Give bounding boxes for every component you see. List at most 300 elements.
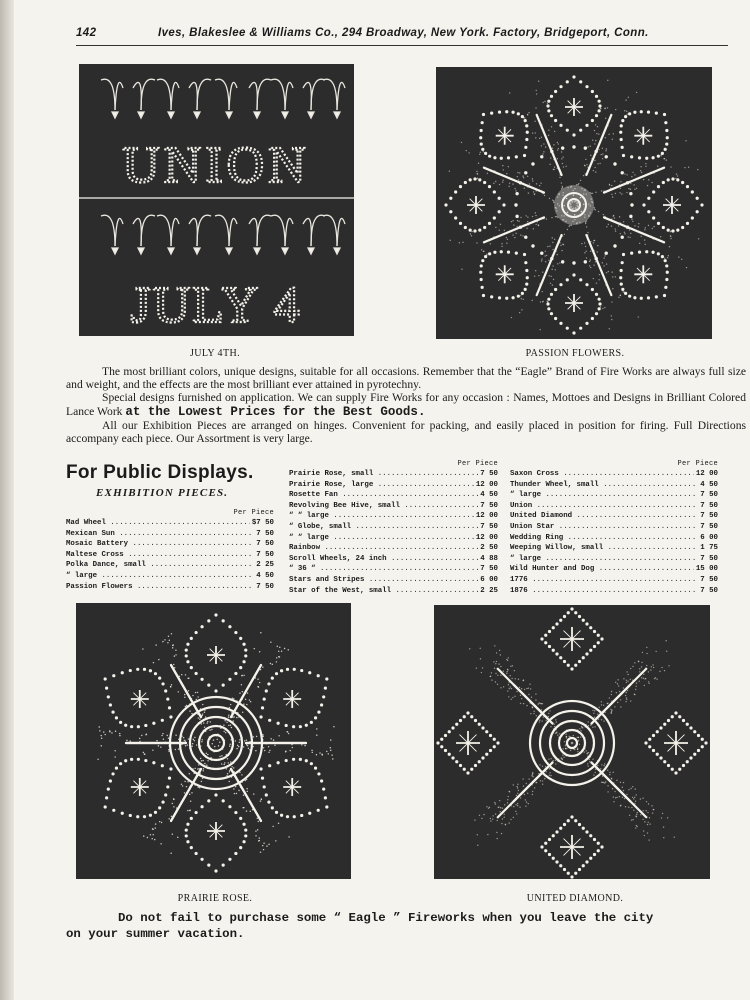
fountain-arc — [141, 215, 155, 246]
spark-spray — [155, 823, 156, 824]
lance-dot — [621, 288, 624, 291]
spark-spray — [245, 699, 246, 700]
spark-spray — [229, 771, 230, 772]
spark-spray — [539, 138, 540, 139]
spark-spray — [565, 734, 566, 735]
spark-spray — [191, 745, 192, 746]
spark-spray — [586, 753, 587, 754]
spark-spray — [508, 166, 509, 167]
spark-spray — [488, 808, 489, 809]
spark-spray — [647, 812, 648, 813]
lance-dot — [584, 260, 587, 263]
lance-dot — [517, 295, 520, 298]
spark-spray — [243, 795, 244, 796]
spark-spray — [573, 735, 574, 736]
lance-dot — [109, 779, 112, 782]
spark-spray — [625, 695, 626, 696]
lance-dot — [524, 236, 527, 239]
lance-dot — [448, 753, 451, 756]
lance-dot — [555, 860, 558, 863]
spark-spray — [601, 764, 602, 765]
lance-dot — [664, 148, 667, 151]
spark-spray — [603, 720, 604, 721]
lance-dot — [514, 203, 517, 206]
spark-spray — [641, 666, 642, 667]
spark-spray — [103, 731, 104, 732]
spark-spray — [561, 757, 562, 758]
fountain-arc — [303, 218, 311, 246]
spark-spray — [618, 685, 619, 686]
spark-spray — [561, 182, 562, 183]
item-price: 7 50 — [700, 586, 718, 595]
spark-spray — [199, 719, 200, 720]
spark-spray — [638, 316, 639, 317]
spark-spray — [193, 739, 194, 740]
spark-spray — [587, 146, 588, 147]
spark-spray — [625, 806, 626, 807]
lance-dot — [579, 327, 582, 330]
spark-spray — [269, 750, 270, 751]
spark-spray — [266, 845, 267, 846]
spark-spray — [606, 226, 607, 227]
spark-spray — [141, 735, 142, 736]
spark-spray — [639, 243, 640, 244]
spark-spray — [597, 714, 598, 715]
lance-dot — [555, 652, 558, 655]
lance-dot — [525, 269, 528, 272]
spark-spray — [528, 694, 529, 695]
spark-spray — [635, 801, 636, 802]
spark-spray — [225, 732, 226, 733]
lance-dot — [524, 288, 527, 291]
spark-spray — [649, 823, 650, 824]
lance-dot — [585, 652, 588, 655]
spark-spray — [645, 166, 646, 167]
lance-dot — [701, 745, 704, 748]
spark-spray — [228, 716, 229, 717]
spark-spray — [624, 110, 625, 111]
spark-spray — [260, 851, 261, 852]
union-lance-text: UNION — [122, 137, 310, 194]
spark-spray — [262, 736, 263, 737]
lance-dot — [222, 799, 225, 802]
spark-spray — [513, 784, 514, 785]
spark-spray — [500, 674, 501, 675]
spark-spray — [471, 231, 472, 232]
spark-spray — [666, 651, 667, 652]
lance-dot — [550, 95, 553, 98]
lance-dot — [686, 185, 689, 188]
spark-spray — [499, 229, 500, 230]
fountain-arc — [303, 82, 311, 110]
lance-dot — [697, 734, 700, 737]
spark-spray — [668, 255, 669, 256]
spark-spray — [631, 218, 632, 219]
spark-spray — [661, 817, 662, 818]
item-name: Maltese Cross ..... — [66, 550, 254, 561]
spark-spray — [602, 158, 603, 159]
lance-dot — [488, 155, 491, 158]
price-list-item — [289, 554, 498, 565]
spark-spray — [635, 689, 636, 690]
spark-spray — [602, 148, 603, 149]
lance-dot — [591, 90, 594, 93]
lance-dot — [644, 741, 647, 744]
lance-dot — [268, 719, 271, 722]
spark-spray — [238, 790, 239, 791]
spark-spray — [604, 307, 605, 308]
lance-dot — [320, 779, 323, 782]
lance-dot — [666, 136, 669, 139]
spark-spray — [470, 233, 471, 234]
spark-spray — [494, 668, 495, 669]
spark-spray — [143, 752, 144, 753]
spark-spray — [618, 297, 619, 298]
lance-dot — [661, 255, 664, 258]
spark-spray — [255, 830, 256, 831]
lance-dot — [104, 677, 107, 680]
spark-spray — [535, 699, 536, 700]
lance-dot — [314, 766, 317, 769]
lance-dot — [648, 738, 651, 741]
lance-dot — [662, 181, 665, 184]
spark-spray — [548, 758, 549, 759]
spark-spray — [612, 196, 613, 197]
lance-dot — [299, 758, 302, 761]
spark-spray — [174, 655, 175, 656]
lance-dot — [470, 715, 473, 718]
lance-dot — [190, 817, 193, 820]
spark-spray — [577, 749, 578, 750]
lance-dot — [598, 298, 601, 301]
lance-dot — [275, 811, 278, 814]
spark-spray — [495, 181, 496, 182]
spark-streak — [604, 217, 664, 242]
spark-spray — [171, 684, 172, 685]
lance-dot — [598, 302, 601, 305]
spark-spray — [611, 225, 612, 226]
lance-dot — [531, 244, 534, 247]
spark-spray — [492, 815, 493, 816]
spark-spray — [507, 671, 508, 672]
spark-spray — [583, 175, 584, 176]
spark-spray — [595, 261, 596, 262]
spark-spray — [207, 760, 208, 761]
lance-dot — [105, 796, 108, 799]
spark-spray — [507, 799, 508, 800]
spark-spray — [218, 745, 219, 746]
spark-spray — [229, 770, 230, 771]
spark-spray — [557, 254, 558, 255]
spark-spray — [499, 800, 500, 801]
spark-spray — [615, 193, 616, 194]
spark-spray — [626, 697, 627, 698]
spark-spray — [257, 818, 258, 819]
spark-spray — [648, 683, 649, 684]
lance-dot — [559, 85, 562, 88]
lance-dot — [566, 129, 569, 132]
spark-spray — [504, 804, 505, 805]
spark-spray — [641, 172, 642, 173]
lance-dot — [666, 271, 669, 274]
lance-dot — [496, 741, 499, 744]
fountain-arc — [189, 82, 197, 110]
wheel-ring — [199, 726, 233, 760]
lance-dot — [678, 715, 681, 718]
spark-spray — [643, 674, 644, 675]
price-list-item — [289, 480, 498, 491]
spark-spray — [546, 301, 547, 302]
spark-spray — [561, 151, 562, 152]
item-price: 4 50 — [480, 491, 498, 500]
lance-dot — [526, 276, 529, 279]
lance-dot — [293, 815, 296, 818]
price-list-item — [66, 529, 274, 540]
lance-dot — [149, 669, 152, 672]
lance-dot — [572, 75, 575, 78]
lance-dot — [109, 703, 112, 706]
spark-spray — [526, 801, 527, 802]
lance-dot — [500, 250, 503, 253]
item-name: Saxon Cross ..... — [510, 469, 694, 480]
price-list-item — [289, 511, 498, 522]
lance-dot — [638, 156, 641, 159]
spark-spray — [189, 810, 190, 811]
spark-spray — [615, 109, 616, 110]
spark-spray — [554, 726, 555, 727]
spark-spray — [531, 697, 532, 698]
spark-spray — [552, 249, 553, 250]
spark-spray — [493, 661, 494, 662]
spark-spray — [589, 759, 590, 760]
spark-spray — [548, 260, 549, 261]
spark-spray — [316, 728, 317, 729]
lance-dot — [161, 682, 164, 685]
spark-spray — [663, 837, 664, 838]
item-price: 7 50 — [700, 522, 718, 531]
lance-dot — [440, 745, 443, 748]
lance-dot — [267, 682, 270, 685]
spark-spray — [602, 308, 603, 309]
spark-spray — [595, 192, 596, 193]
spark-spray — [171, 633, 172, 634]
spark-spray — [508, 186, 509, 187]
spark-spray — [595, 171, 596, 172]
spark-spray — [511, 221, 512, 222]
spark-spray — [593, 278, 594, 279]
item-name: Mad Wheel ..... — [66, 518, 250, 529]
spark-spray — [270, 641, 271, 642]
lance-dot — [567, 819, 570, 822]
spark-spray — [578, 737, 579, 738]
spark-spray — [594, 717, 595, 718]
lance-dot — [459, 719, 462, 722]
spark-spray — [480, 658, 481, 659]
spark-spray — [634, 662, 635, 663]
spark-spray — [241, 774, 242, 775]
spark-spray — [198, 768, 199, 769]
spark-spray — [290, 750, 291, 751]
lance-dot — [671, 768, 674, 771]
spark-spray — [518, 679, 519, 680]
spark-spray — [633, 810, 634, 811]
spark-spray — [517, 805, 518, 806]
spark-spray — [154, 839, 155, 840]
spark-spray — [544, 101, 545, 102]
spark-spray — [173, 644, 174, 645]
spark-spray — [549, 164, 550, 165]
lance-dot — [524, 119, 527, 122]
spark-spray — [587, 232, 588, 233]
lance-dot — [479, 271, 482, 274]
lance-dot — [696, 197, 699, 200]
spark-spray — [259, 651, 260, 652]
lance-dot — [130, 725, 133, 728]
footer-notice — [66, 910, 726, 942]
item-price: 12 00 — [475, 512, 498, 521]
spark-spray — [655, 677, 656, 678]
spark-spray — [550, 775, 551, 776]
spark-spray — [538, 702, 539, 703]
spark-spray — [168, 636, 169, 637]
spark-spray — [539, 329, 540, 330]
spark-spray — [191, 792, 192, 793]
spark-spray — [174, 667, 175, 668]
fountain-arc — [197, 215, 211, 246]
spark-spray — [535, 137, 536, 138]
spark-spray — [613, 215, 614, 216]
spark-spray — [279, 647, 280, 648]
spark-spray — [550, 276, 551, 277]
lance-dot — [263, 697, 266, 700]
lance-dot — [552, 857, 555, 860]
lance-dot — [704, 741, 707, 744]
lance-dot — [671, 229, 674, 232]
spark-spray — [616, 797, 617, 798]
lance-dot — [525, 138, 528, 141]
lance-dot — [505, 297, 508, 300]
spark-spray — [291, 744, 292, 745]
spark-spray — [601, 719, 602, 720]
spark-spray — [516, 786, 517, 787]
fountain-arc — [157, 215, 171, 246]
spark-spray — [631, 176, 632, 177]
spark-spray — [589, 761, 590, 762]
spark-spray — [611, 315, 612, 316]
spark-spray — [235, 786, 236, 787]
spark-spray — [481, 672, 482, 673]
spark-spray — [276, 657, 277, 658]
spark-spray — [647, 822, 648, 823]
spark-spray — [486, 806, 487, 807]
spark-spray — [559, 733, 560, 734]
spark-spray — [545, 261, 546, 262]
item-price: 7 50 — [480, 522, 498, 531]
spark-spray — [641, 677, 642, 678]
lance-dot — [572, 261, 575, 264]
spark-spray — [243, 746, 244, 747]
spark-spray — [593, 264, 594, 265]
spark-spray — [101, 735, 102, 736]
spark-spray — [638, 226, 639, 227]
spark-spray — [561, 250, 562, 251]
spark-spray — [207, 722, 208, 723]
spark-spray — [523, 177, 524, 178]
spark-spray — [508, 684, 509, 685]
spark-spray — [528, 803, 529, 804]
spark-spray — [607, 770, 608, 771]
spark-spray — [566, 736, 567, 737]
spark-spray — [581, 243, 582, 244]
lance-dot — [121, 671, 124, 674]
spark-spray — [597, 245, 598, 246]
spark-spray — [260, 669, 261, 670]
lance-dot — [482, 294, 485, 297]
lance-dot — [547, 100, 550, 103]
spark-spray — [644, 821, 645, 822]
spark-spray — [521, 309, 522, 310]
lance-dot — [111, 772, 114, 775]
spark-spray — [524, 117, 525, 118]
lance-dot — [136, 668, 139, 671]
spark-spray — [584, 242, 585, 243]
spark-spray — [611, 301, 612, 302]
spark-spray — [523, 703, 524, 704]
spark-spray — [619, 796, 620, 797]
lance-dot — [563, 868, 566, 871]
spark-spray — [202, 714, 203, 715]
spark-spray — [184, 792, 185, 793]
spark-spray — [595, 124, 596, 125]
price-list-column-2 — [289, 459, 498, 596]
spark-spray — [224, 762, 225, 763]
lance-dot — [498, 111, 501, 114]
spark-spray — [167, 642, 168, 643]
spark-spray — [543, 716, 544, 717]
price-list-item — [66, 560, 274, 571]
lance-dot — [214, 869, 217, 872]
lance-dot — [314, 716, 317, 719]
item-name: “ Globe, small ..... — [289, 522, 478, 533]
lance-dot — [531, 162, 534, 165]
spark-spray — [147, 837, 148, 838]
lance-dot — [485, 730, 488, 733]
lance-dot — [136, 815, 139, 818]
lance-dot — [261, 706, 264, 709]
spark-spray — [579, 744, 580, 745]
lance-dot — [112, 674, 115, 677]
spark-streak — [484, 168, 544, 193]
lance-dot — [540, 637, 543, 640]
spark-spray — [507, 690, 508, 691]
spark-spray — [586, 226, 587, 227]
item-price: 7 50 — [256, 529, 274, 538]
spark-spray — [611, 691, 612, 692]
spark-spray — [666, 159, 667, 160]
header-rule — [76, 45, 728, 46]
spark-spray — [614, 791, 615, 792]
spark-spray — [525, 215, 526, 216]
spark-spray — [631, 807, 632, 808]
price-list-item — [510, 480, 718, 491]
spark-spray — [606, 272, 607, 273]
spark-spray — [504, 816, 505, 817]
spark-spray — [655, 651, 656, 652]
spark-spray — [495, 803, 496, 804]
spark-spray — [242, 712, 243, 713]
spark-spray — [227, 758, 228, 759]
lance-dot — [597, 842, 600, 845]
